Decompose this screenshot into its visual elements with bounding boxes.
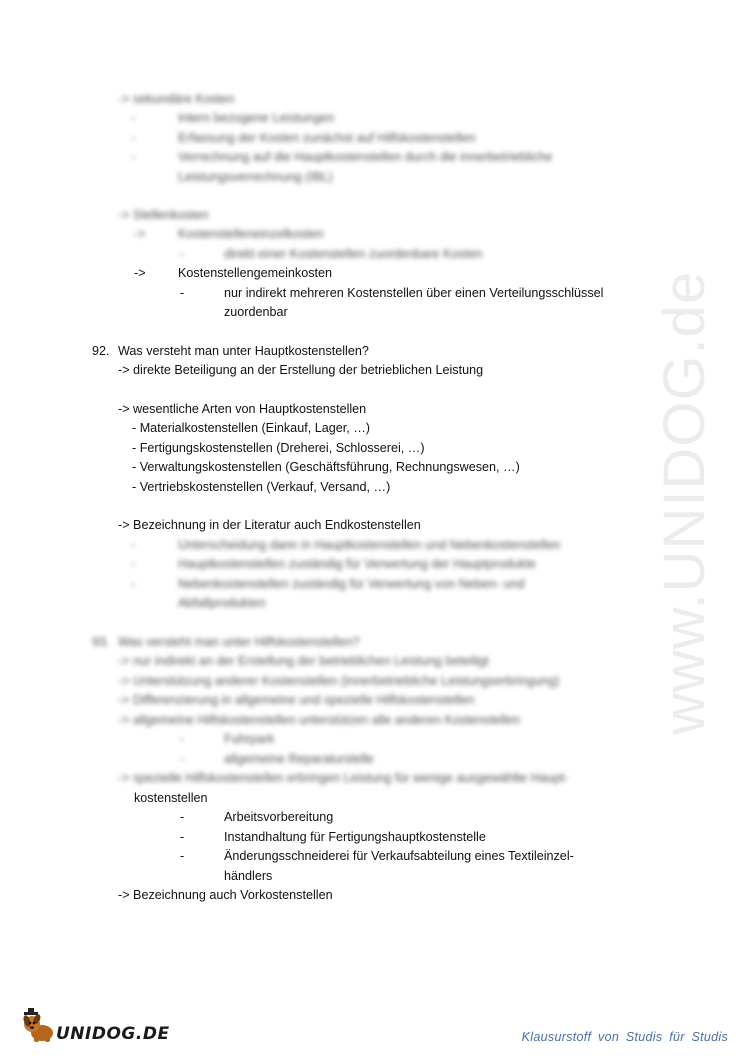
blurred-list-item: Fuhrpark <box>224 732 275 746</box>
answer-line: -> Bezeichnung auch Vorkostenstellen <box>118 888 333 902</box>
blurred-answer-line: -> spezielle Hilfskostenstellen erbringen Leistung für wenige ausgewählte Haupt- <box>118 771 569 785</box>
kgk-item: nur indirekt mehreren Kostenstellen über einen Verteilungsschlüssel <box>224 286 604 300</box>
question-text: Was versteht man unter Hauptkostenstellen? <box>118 344 369 358</box>
blurred-dash: - <box>131 577 136 591</box>
dash-marker: - <box>180 286 185 300</box>
blurred-list-item: allgemeine Reparaturstelle <box>224 752 374 766</box>
type-item: - Vertriebskostenstellen (Verkauf, Versand, …) <box>132 480 391 494</box>
blurred-answer-line: -> Unterstützung anderer Kostenstellen (innerbetriebliche Leistungserbringung) <box>118 674 560 688</box>
blurred-list-item: Nebenkostenstellen zuständig für Verwertung von Neben- und <box>178 577 525 591</box>
blurred-list-item: Abfallprodukten <box>178 596 266 610</box>
blurred-dash: - <box>131 538 136 552</box>
special-item: Änderungsschneiderei für Verkaufsabteilung eines Textileinzel- <box>224 849 574 863</box>
blurred-dash: - <box>180 247 185 261</box>
type-item: - Fertigungskostenstellen (Dreherei, Schlosserei, …) <box>132 441 425 455</box>
answer-line-cont: kostenstellen <box>134 791 208 805</box>
blurred-list-item: Leistungsverrechnung (IBL) <box>178 170 333 184</box>
blurred-dash: - <box>131 150 136 164</box>
footer-slogan: Klausurstoff von Studis für Studis <box>521 1030 728 1044</box>
blurred-dash: - <box>180 752 185 766</box>
blurred-list-item: Erfassung der Kosten zunächst auf Hilfskostenstellen <box>178 131 476 145</box>
unidog-logo[interactable] <box>20 1008 170 1048</box>
question-number: 93. <box>92 635 110 649</box>
blurred-list-item: Kostenstelleneinzelkosten <box>178 227 324 241</box>
dash-marker: - <box>180 810 185 824</box>
answer-line: -> wesentliche Arten von Hauptkostenstellen <box>118 402 367 416</box>
type-item: - Materialkostenstellen (Einkauf, Lager, …) <box>132 421 370 435</box>
dash-marker: - <box>180 849 185 863</box>
blurred-answer-line: -> nur indirekt an der Erstellung der betrieblichen Leistung beteiligt <box>118 654 489 668</box>
blurred-list-item: Unterscheidung dann in Hauptkostenstellen und Nebenkostenstellen <box>178 538 561 552</box>
kgk-item-cont: zuordenbar <box>224 305 288 319</box>
blurred-list-item: Intern bezogene Leistungen <box>178 111 335 125</box>
special-item: Arbeitsvorbereitung <box>224 810 334 824</box>
blurred-list-item: Verrechnung auf die Hauptkostenstellen durch die innerbetriebliche <box>178 150 553 164</box>
special-item: Instandhaltung für Fertigungshauptkostenstelle <box>224 830 486 844</box>
question-text: Was versteht man unter Hilfskostenstellen? <box>118 635 360 649</box>
blurred-dash: - <box>131 131 136 145</box>
question-number: 92. <box>92 344 110 358</box>
blurred-arrow-line: -> sekundäre Kosten <box>118 92 235 106</box>
answer-line: -> direkte Beteiligung an der Erstellung der betrieblichen Leistung <box>118 363 484 377</box>
blurred-answer-line: -> allgemeine Hilfskostenstellen unterstützen alle anderen Kostenstellen <box>118 713 521 727</box>
answer-line: -> Bezeichnung in der Literatur auch Endkostenstellen <box>118 518 421 532</box>
logo-text: UNIDOG.DE <box>56 1024 170 1044</box>
blurred-list-item: Hauptkostenstellen zuständig für Verwertung der Hauptprodukte <box>178 557 536 571</box>
arrow-marker: -> <box>134 266 146 280</box>
kgk-title: Kostenstellengemeinkosten <box>178 266 333 280</box>
dog-mascot-icon <box>20 1008 58 1044</box>
special-item-cont: händlers <box>224 869 273 883</box>
blurred-list-item: direkt einer Kostenstellen zuordenbare Kosten <box>224 247 483 261</box>
watermark: www.UNIDOG.de <box>652 270 717 735</box>
blurred-dash: - <box>131 111 136 125</box>
dash-marker: - <box>180 830 185 844</box>
blurred-arrow: -> <box>134 227 146 241</box>
type-item: - Verwaltungskostenstellen (Geschäftsführung, Rechnungswesen, …) <box>132 460 520 474</box>
blurred-arrow-line: -> Stellenkosten <box>118 208 209 222</box>
blurred-answer-line: -> Differenzierung in allgemeine und spezielle Hilfskostenstellen <box>118 693 475 707</box>
blurred-dash: - <box>131 557 136 571</box>
blurred-dash: - <box>180 732 185 746</box>
